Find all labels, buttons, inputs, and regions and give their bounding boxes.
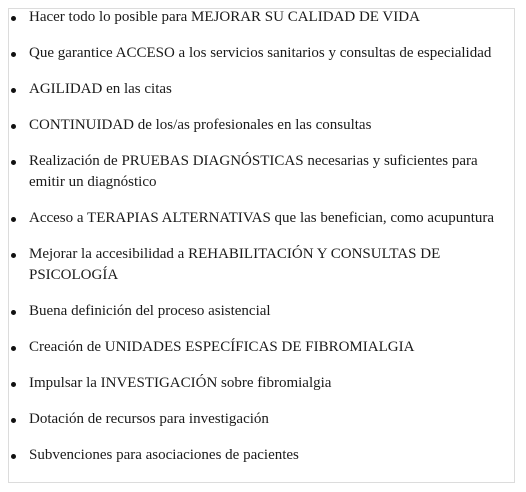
document-frame xyxy=(8,8,515,483)
list-item-text: Dotación de recursos para investigación xyxy=(29,411,269,427)
bullet-dot-icon xyxy=(11,253,16,258)
bullet-dot-icon xyxy=(11,52,16,57)
list-item xyxy=(9,409,514,430)
bullet-dot-icon xyxy=(11,418,16,423)
list-item xyxy=(9,115,514,136)
bullet-dot-icon xyxy=(11,217,16,222)
list-item-text: Impulsar la INVESTIGACIÓN sobre fibromialgia xyxy=(29,375,332,391)
bullet-dot-icon xyxy=(11,346,16,351)
bullet-dot-icon xyxy=(11,454,16,459)
list-item xyxy=(9,43,514,64)
list-item-text: Hacer todo lo posible para MEJORAR SU CALIDAD DE VIDA xyxy=(29,9,420,25)
list-item xyxy=(9,337,514,358)
list-item xyxy=(9,445,514,466)
bullet-dot-icon xyxy=(11,160,16,165)
list-item-text: Subvenciones para asociaciones de pacientes xyxy=(29,447,299,463)
list-item xyxy=(9,373,514,394)
list-item-text: Que garantice ACCESO a los servicios sanitarios y consultas de especialidad xyxy=(29,45,492,61)
list-item-text: AGILIDAD en las citas xyxy=(29,81,172,97)
list-item-text: CONTINUIDAD de los/as profesionales en las consultas xyxy=(29,117,372,133)
list-item-text: Creación de UNIDADES ESPECÍFICAS DE FIBROMIALGIA xyxy=(29,339,415,355)
list-item xyxy=(9,151,514,193)
bullet-dot-icon xyxy=(11,124,16,129)
list-item xyxy=(9,301,514,322)
list-item-text: Realización de PRUEBAS DIAGNÓSTICAS necesarias y suficientes para emitir un diagnóstico xyxy=(29,153,478,190)
bullet-dot-icon xyxy=(11,88,16,93)
bullet-dot-icon xyxy=(11,16,16,21)
bullet-dot-icon xyxy=(11,310,16,315)
bullet-list xyxy=(9,8,514,481)
bullet-dot-icon xyxy=(11,382,16,387)
list-item xyxy=(9,79,514,100)
list-item xyxy=(9,244,514,286)
list-item xyxy=(9,8,514,28)
list-item-text: Acceso a TERAPIAS ALTERNATIVAS que las benefician, como acupuntura xyxy=(29,210,495,226)
list-item-text: Mejorar la accesibilidad a REHABILITACIÓN Y CONSULTAS DE PSICOLOGÍA xyxy=(29,246,441,283)
list-item xyxy=(9,208,514,229)
list-item-text: Buena definición del proceso asistencial xyxy=(29,303,271,319)
